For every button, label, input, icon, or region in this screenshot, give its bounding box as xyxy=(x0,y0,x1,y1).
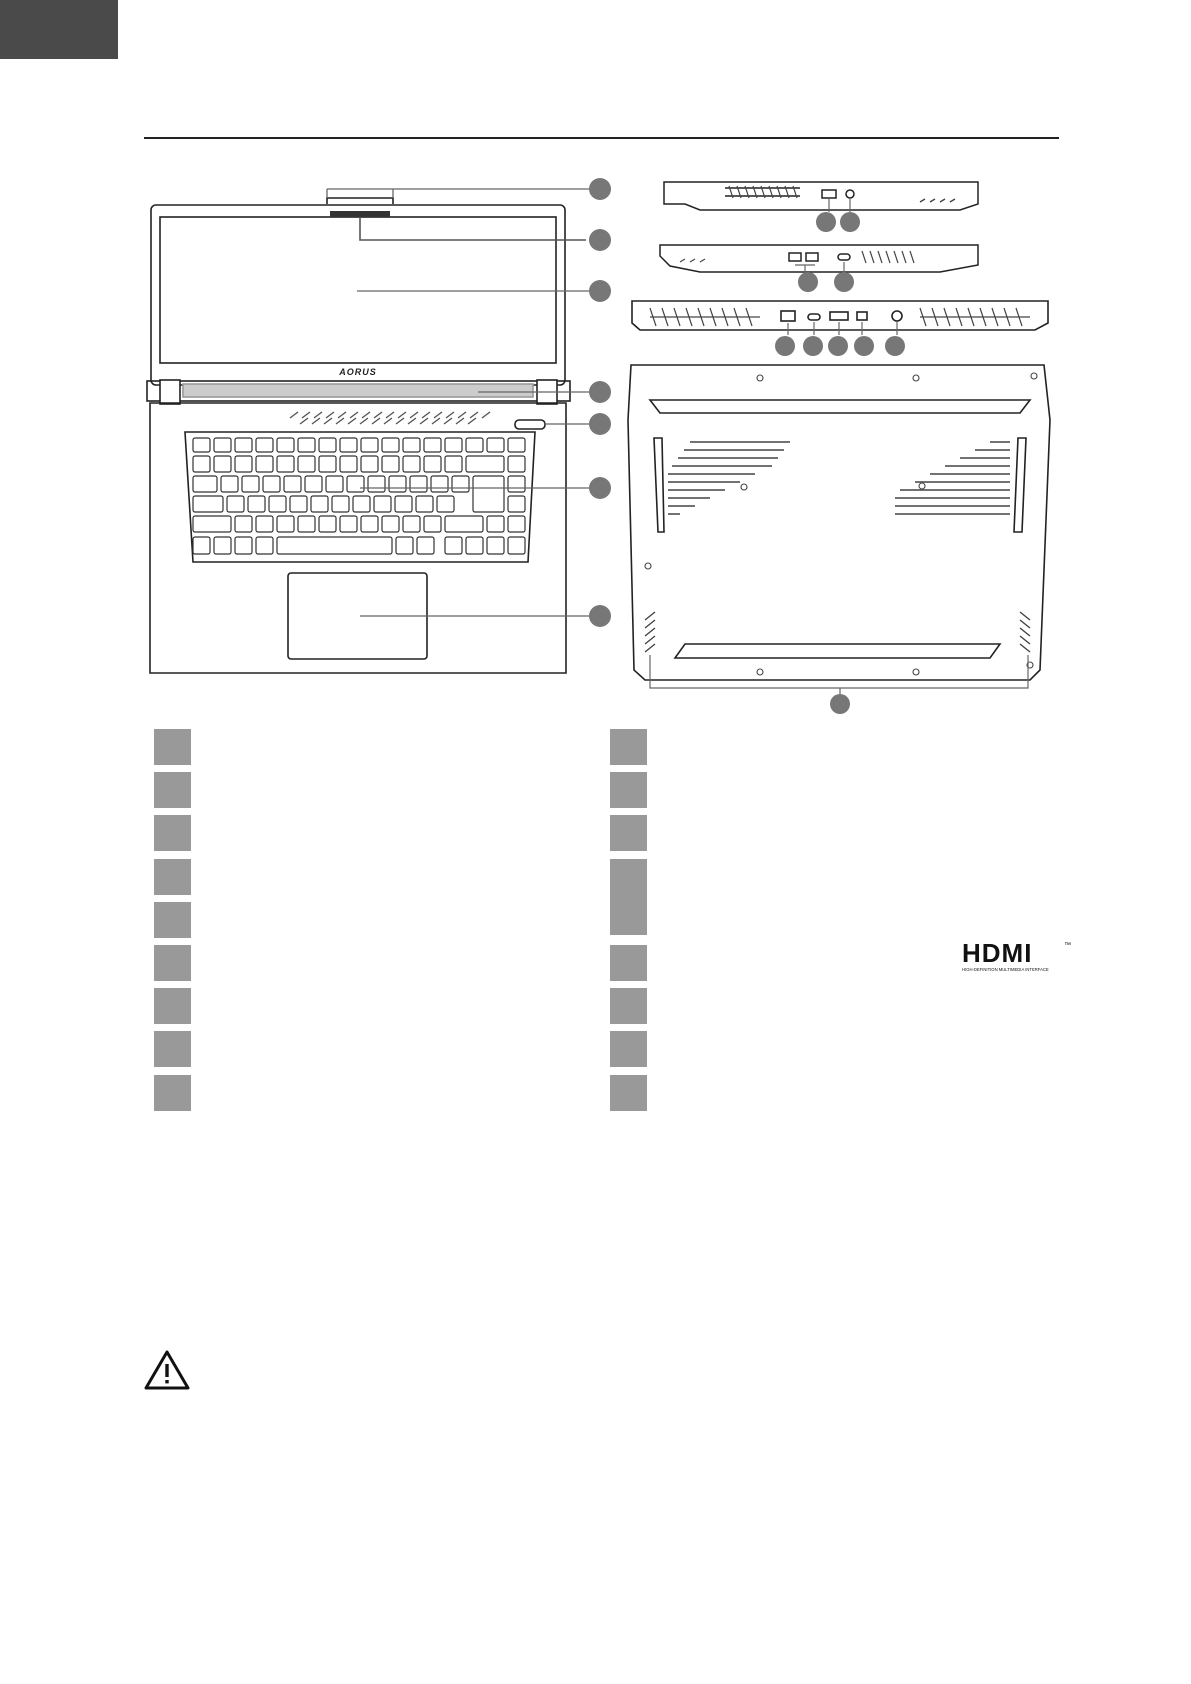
legend-box xyxy=(610,815,647,851)
legend-box xyxy=(154,729,191,765)
legend-box xyxy=(154,815,191,851)
legend-box-tall xyxy=(610,859,647,935)
legend-box xyxy=(610,945,647,981)
svg-text:HDMI: HDMI xyxy=(962,938,1033,968)
hdmi-logo xyxy=(962,938,1072,974)
legend-box xyxy=(610,729,647,765)
legend-box xyxy=(154,1075,191,1111)
legend-box xyxy=(154,988,191,1024)
laptop-brand-logo: AORUS xyxy=(339,367,377,377)
legend-box xyxy=(154,902,191,938)
legend-box xyxy=(154,859,191,895)
keyboard xyxy=(193,438,525,554)
warning-triangle-icon xyxy=(143,1349,191,1391)
legend-box xyxy=(610,988,647,1024)
svg-text:™: ™ xyxy=(1064,942,1071,949)
legend-box xyxy=(610,1075,647,1111)
legend-box xyxy=(154,1031,191,1067)
laptop-lid xyxy=(151,205,565,385)
legend-box xyxy=(610,772,647,808)
svg-text:HIGH-DEFINITION MULTIMEDIA INT: HIGH-DEFINITION MULTIMEDIA INTERFACE xyxy=(962,967,1049,972)
legend-box xyxy=(610,1031,647,1067)
legend-box xyxy=(154,772,191,808)
laptop-screen xyxy=(160,217,556,363)
legend-box xyxy=(154,945,191,981)
